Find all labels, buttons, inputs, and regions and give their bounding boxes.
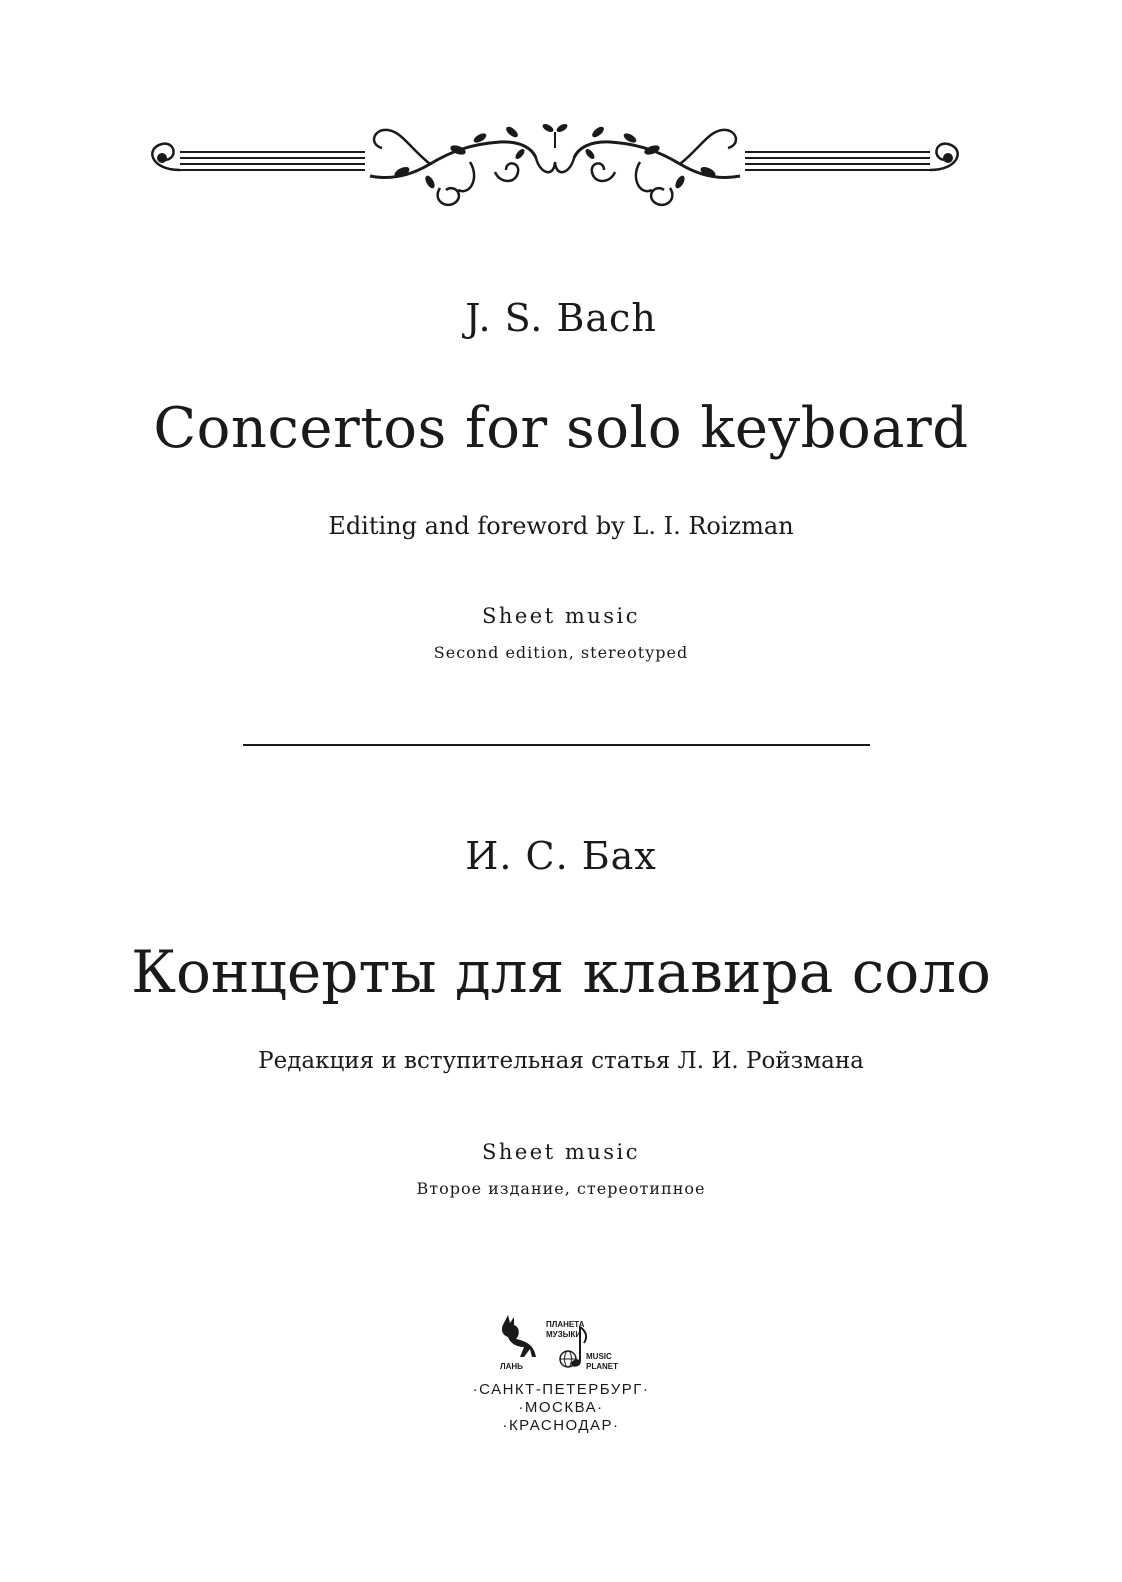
edition-note-english: Second edition, stereotyped: [433, 643, 689, 662]
svg-text:ПЛАНЕТА: ПЛАНЕТА: [546, 1320, 585, 1329]
publisher-logo-icon: [490, 1313, 630, 1377]
genre-label-russian: Sheet music: [481, 1140, 641, 1164]
publisher-city-3: ·КРАСНОДАР·: [502, 1417, 620, 1434]
publisher-city-2: ·МОСКВА·: [518, 1399, 604, 1416]
edition-note-russian: Второе издание, стереотипное: [416, 1179, 706, 1198]
svg-text:MUSIC: MUSIC: [586, 1352, 612, 1361]
svg-text:МУЗЫКИ: МУЗЫКИ: [546, 1330, 582, 1339]
book-title-english: Concertos for solo keyboard: [153, 396, 969, 461]
author-name-russian: И. С. Бах: [465, 834, 657, 878]
editor-credit-russian: Редакция и вступительная статья Л. И. Ройзмана: [258, 1048, 864, 1074]
floral-ornament-icon: [140, 118, 970, 214]
author-name-english: J. S. Bach: [465, 296, 657, 340]
svg-text:PLANET: PLANET: [586, 1362, 618, 1371]
publisher-city-1: ·САНКТ-ПЕТЕРБУРГ·: [472, 1381, 650, 1398]
book-title-russian: Концерты для клавира соло: [131, 938, 991, 1006]
genre-label-english: Sheet music: [481, 604, 641, 628]
svg-text:ЛАНЬ: ЛАНЬ: [500, 1362, 523, 1371]
editor-credit-english: Editing and foreword by L. I. Roizman: [328, 512, 794, 540]
section-divider: [243, 744, 870, 746]
